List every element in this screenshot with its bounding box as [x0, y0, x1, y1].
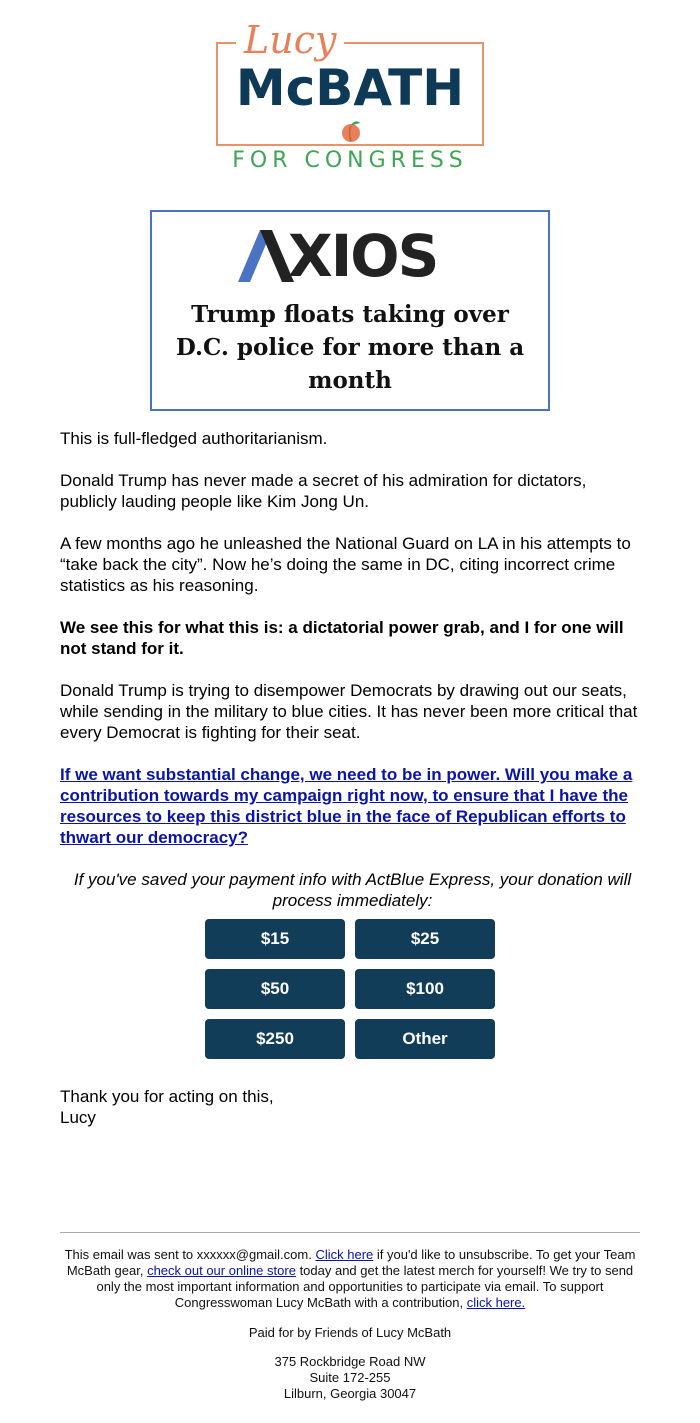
footer-store-text: today and get the latest merch for yourself! We try to send only the most important information and opportunities to participate via email. To support Congresswoman Lucy McBath with a contribution, [96, 1263, 634, 1310]
logo-tagline: FOR CONGRESS [232, 148, 468, 173]
logo-first-name: Lucy [236, 18, 344, 62]
online-store-link[interactable]: check out our online store [147, 1263, 296, 1278]
logo-last-name: McBATH [235, 59, 465, 117]
body-paragraph-bold: We see this for what this is: a dictatorial power grab, and I for one will not stand for it. [60, 618, 624, 658]
address-line: Suite 172-255 [309, 1370, 391, 1385]
footer-disclaimer [60, 1247, 640, 1311]
donation-button-grid [205, 919, 495, 1059]
donate-25-button[interactable]: $25 [355, 919, 495, 959]
donate-100-button[interactable]: $100 [355, 969, 495, 1009]
peach-icon [338, 118, 364, 144]
footer-unsubscribe-text: if you'd like to unsubscribe. To get your Team McBath gear, [66, 1247, 636, 1278]
address-line: 375 Rockbridge Road NW [274, 1354, 426, 1369]
campaign-logo [170, 16, 530, 176]
axios-wordmark: XIOS [288, 222, 438, 290]
body-paragraph-1: This is full-fledged authoritarianism. [60, 429, 328, 448]
contribute-link[interactable]: click here. [466, 1295, 526, 1310]
news-card[interactable] [150, 210, 550, 411]
donate-50-button[interactable]: $50 [205, 969, 345, 1009]
donate-15-button[interactable]: $15 [205, 919, 345, 959]
donate-250-button[interactable]: $250 [205, 1019, 345, 1059]
donate-cta-link[interactable]: If we want substantial change, we need to be in power. Will you make a contribution towards my campaign right now, to ensure that I have the resources to keep this district blue in the face of Republican efforts to thwart our democracy? [60, 765, 633, 847]
signoff [60, 1086, 460, 1128]
address-line: Lilburn, Georgia 30047 [283, 1386, 417, 1401]
email-body [60, 428, 645, 932]
body-paragraph-5: Donald Trump is trying to disempower Democrats by drawing out our seats, while sending in the military to blue cities. It has never been more critical that every Democrat is fighting for their seat. [60, 681, 638, 742]
donate-other-button[interactable]: Other [355, 1019, 495, 1059]
unsubscribe-link[interactable]: Click here [315, 1247, 374, 1262]
axios-logo [238, 222, 464, 290]
signoff-name: Lucy [60, 1108, 96, 1127]
body-paragraph-2: Donald Trump has never made a secret of his admiration for dictators, publicly lauding people like Kim Jong Un. [60, 471, 587, 511]
email-footer [60, 1247, 640, 1402]
body-paragraph-3: A few months ago he unleashed the National Guard on LA in his attempts to “take back the city”. Now he’s doing the same in DC, citing incorrect crime statistics as his reasoning. [60, 534, 631, 595]
footer-divider [60, 1232, 640, 1233]
footer-sent-to: This email was sent to xxxxxx@gmail.com. [64, 1247, 312, 1262]
actblue-express-notice: If you've saved your payment info with ActBlue Express, your donation will process immediately: [73, 870, 632, 910]
paid-for-line: Paid for by Friends of Lucy McBath [248, 1325, 452, 1340]
news-headline: Trump floats taking over D.C. police for more than a month [175, 301, 525, 394]
signoff-line: Thank you for acting on this, [60, 1087, 274, 1106]
mailing-address [60, 1354, 640, 1402]
